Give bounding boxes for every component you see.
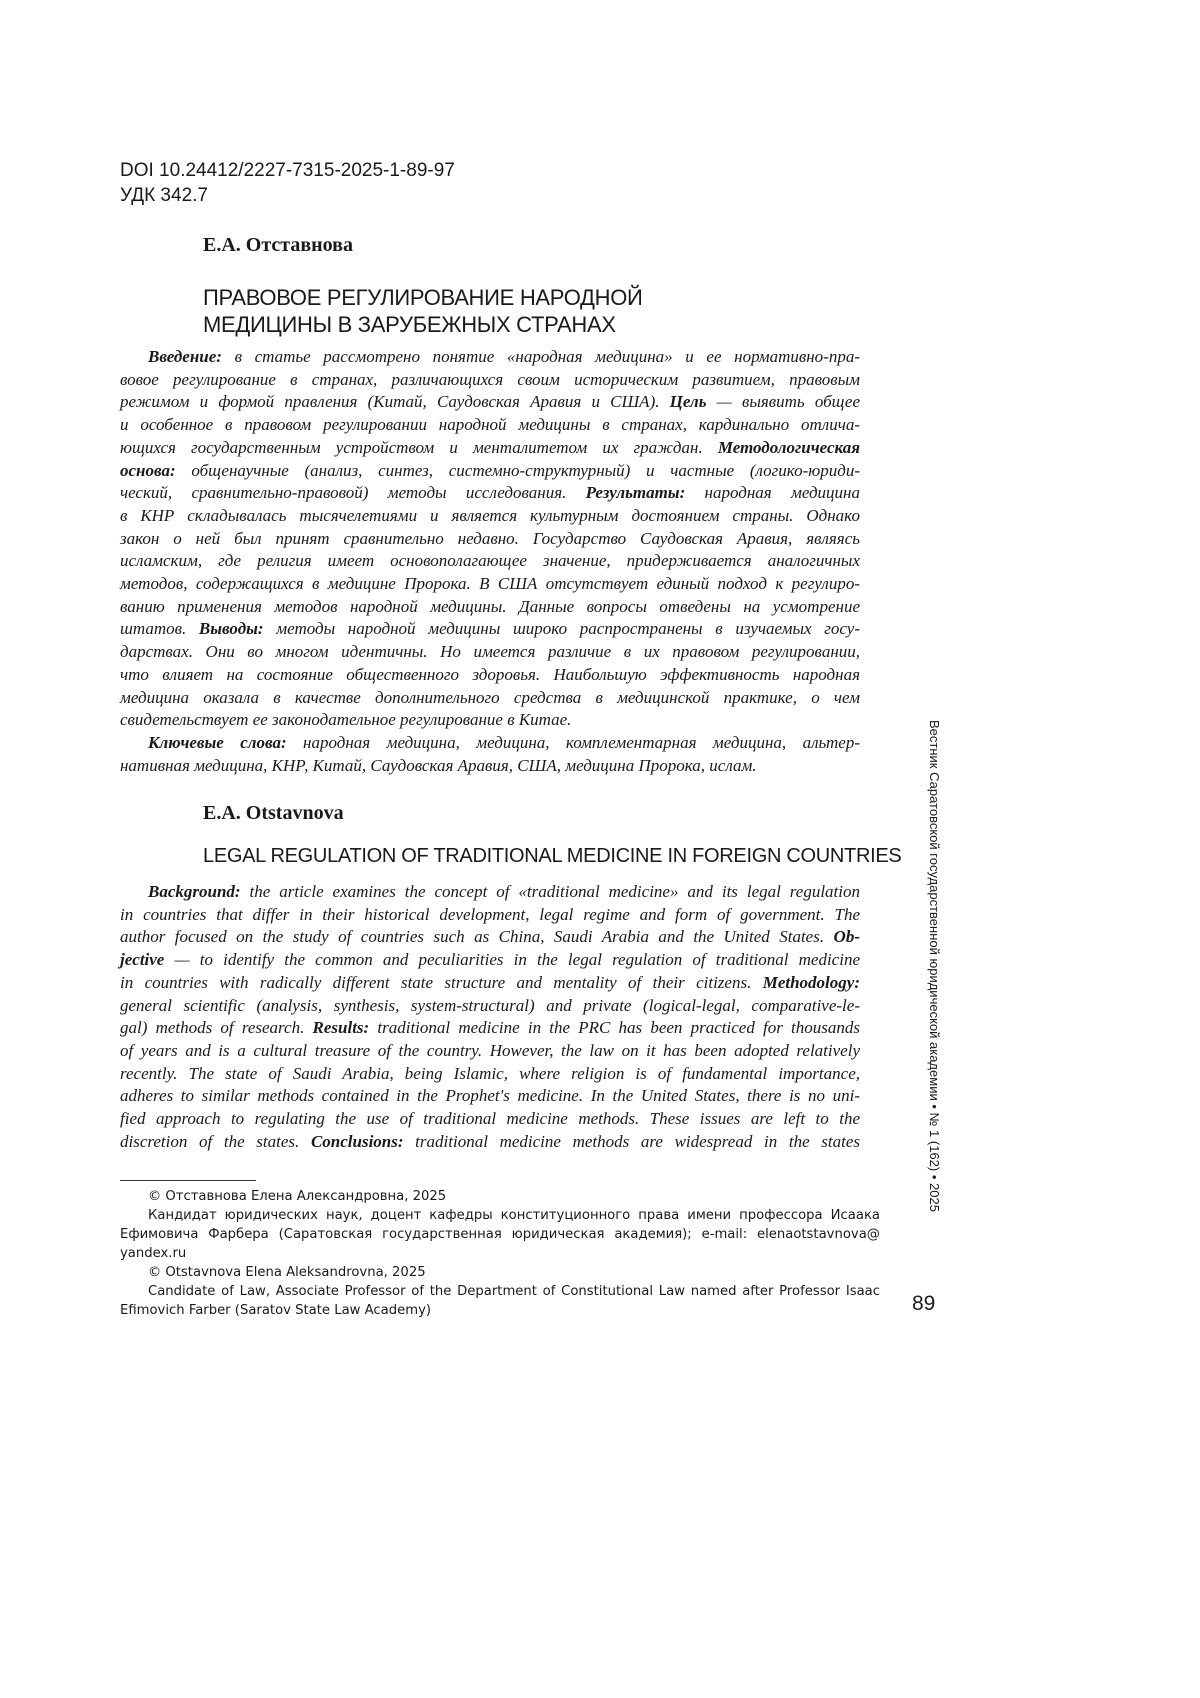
text-line [120, 1263, 880, 1282]
text-line [120, 687, 860, 710]
text-run: ванию применения методов народной медицины. Данные вопросы отведены на усмотрение [120, 597, 860, 616]
text-run: режимом и формой правления (Китай, Саудовская Аравия и США). [120, 392, 670, 411]
udk: УДК 342.7 [120, 185, 208, 207]
bold-label: jective [120, 950, 164, 969]
text-line [120, 1131, 860, 1154]
text-line [120, 732, 860, 755]
text-run: вовое регулирование в странах, различающихся своим историческим развитием, правовым [120, 370, 860, 389]
text-run: медицина оказала в качестве дополнительного средства в медицинской практике, о чем [120, 688, 860, 707]
text-line [120, 573, 860, 596]
text-line [120, 460, 860, 483]
text-line [120, 346, 860, 369]
text-run: adheres to similar methods contained in the Prophet's medicine. In the United States, there is no uni- [120, 1086, 860, 1105]
text-line [120, 1040, 860, 1063]
article-title-ru [203, 284, 643, 338]
bold-label: Methodology: [763, 973, 860, 992]
text-line [120, 641, 860, 664]
text-run: Кандидат юридических наук, доцент кафедры конституционного права имени профессора Исаака [148, 1208, 880, 1223]
text-run: народная медицина, медицина, комплементарная медицина, альтер- [287, 733, 860, 752]
bold-label: Conclusions: [311, 1132, 404, 1151]
text-run: общенаучные (анализ, синтез, системно-структурный) и частные (логико-юриди- [176, 461, 860, 480]
text-run: ческий, сравнительно-правовой) методы исследования. [120, 483, 586, 502]
text-run: Candidate of Law, Associate Professor of the Department of Constitutional Law named after Professor Isaac [148, 1284, 880, 1299]
author-ru: Е.А. Отставнова [203, 234, 353, 257]
text-run: штатов. [120, 619, 199, 638]
text-run: Efimovich Farber (Saratov State Law Academy) [120, 1303, 431, 1318]
text-run: of years and is a cultural treasure of the country. However, the law on it has been adopted relatively [120, 1041, 860, 1060]
text-line [120, 369, 860, 392]
text-line [120, 972, 860, 995]
text-line [120, 550, 860, 573]
text-run: методов, содержащихся в медицине Пророка. В США отсутствует единый подход к регулиро- [120, 574, 860, 593]
text-line [120, 414, 860, 437]
text-run: дарствах. Они во многом идентичны. Но имеется различие в их правовом регулировании, [120, 642, 860, 661]
footnotes [120, 1187, 880, 1320]
text-line [120, 881, 860, 904]
text-line [120, 1085, 860, 1108]
text-line [120, 596, 860, 619]
text-line [120, 1187, 880, 1206]
text-run: закон о ней был принят сравнительно недавно. Государство Саудовская Аравия, являясь [120, 529, 860, 548]
text-run: исламским, где религия имеет основополагающее значение, придерживается аналогичных [120, 551, 860, 570]
bold-label: Results: [313, 1018, 370, 1037]
text-line [120, 1108, 860, 1131]
text-run: yandex.ru [120, 1246, 186, 1261]
text-run: — to identify the common and peculiarities in the legal regulation of traditional medicine [164, 950, 860, 969]
abstract-en [120, 881, 860, 1153]
page-number: 89 [912, 1292, 935, 1316]
abstract-ru [120, 346, 860, 777]
bold-label: Цель [670, 392, 707, 411]
text-run: © Otstavnova Elena Aleksandrovna, 2025 [148, 1265, 426, 1280]
text-run: © Отставнова Елена Александровна, 2025 [148, 1189, 446, 1204]
text-line [120, 949, 860, 972]
text-run: traditional medicine methods are widespread in the states [404, 1132, 860, 1151]
text-run: the article examines the concept of «traditional medicine» and its legal regulation [241, 882, 860, 901]
bold-label: Введение: [148, 347, 222, 366]
text-line [120, 482, 860, 505]
text-line [120, 1244, 880, 1263]
bold-label: Результаты: [586, 483, 686, 502]
text-line [120, 1017, 860, 1040]
text-run: author focused on the study of countries such as China, Saudi Arabia and the United States. [120, 927, 834, 946]
bold-label: Методологическая [718, 438, 860, 457]
bold-label: Ob- [834, 927, 860, 946]
text-line [120, 528, 860, 551]
text-line [120, 709, 860, 732]
text-run: что влияет на состояние общественного здоровья. Наибольшую эффективность народная [120, 665, 860, 684]
text-line [120, 505, 860, 528]
text-line [120, 926, 860, 949]
text-run: recently. The state of Saudi Arabia, being Islamic, where religion is of fundamental importance, [120, 1064, 860, 1083]
text-run: в статье рассмотрено понятие «народная медицина» и ее нормативно-пра- [222, 347, 860, 366]
article-title-en: LEGAL REGULATION OF TRADITIONAL MEDICINE IN FOREIGN COUNTRIES [203, 843, 901, 870]
text-run: in countries with radically different state structure and mentality of their citizens. [120, 973, 763, 992]
text-run: народная медицина [685, 483, 860, 502]
text-run: discretion of the states. [120, 1132, 311, 1151]
footnote-divider [120, 1180, 256, 1181]
text-run: методы народной медицины широко распространены в изучаемых госу- [264, 619, 860, 638]
text-run: ющихся государственным устройством и менталитетом их граждан. [120, 438, 718, 457]
title-line: ПРАВОВОЕ РЕГУЛИРОВАНИЕ НАРОДНОЙ [203, 284, 643, 311]
text-line [120, 1063, 860, 1086]
text-run: general scientific (analysis, synthesis, system-structural) and private (logical-legal, comparative-le- [120, 996, 860, 1015]
bold-label: основа: [120, 461, 176, 480]
bold-label: Ключевые слова: [148, 733, 287, 752]
text-line [120, 437, 860, 460]
text-line [120, 1225, 880, 1244]
text-line [120, 1301, 880, 1320]
text-line [120, 1282, 880, 1301]
running-title: Вестник Саратовской государственной юридической академии • № 1 (162) • 2025 [927, 720, 942, 1212]
bold-label: Выводы: [199, 619, 264, 638]
text-run: fied approach to regulating the use of traditional medicine methods. These issues are left to the [120, 1109, 860, 1128]
text-run: in countries that differ in their historical development, legal regime and form of government. The [120, 905, 860, 924]
text-line [120, 1206, 880, 1225]
text-line [120, 904, 860, 927]
text-run: нативная медицина, КНР, Китай, Саудовская Аравия, США, медицина Пророка, ислам. [120, 756, 757, 775]
text-run: Ефимовича Фарбера (Саратовская государственная юридическая академия); e-mail: elenaotstavnova@ [120, 1227, 880, 1242]
text-line [120, 664, 860, 687]
title-line: МЕДИЦИНЫ В ЗАРУБЕЖНЫХ СТРАНАХ [203, 311, 643, 338]
text-run: свидетельствует ее законодательное регулирование в Китае. [120, 710, 571, 729]
doi: DOI 10.24412/2227-7315-2025-1-89-97 [120, 160, 455, 182]
text-line [120, 755, 860, 778]
text-line [120, 995, 860, 1018]
text-run: gal) methods of research. [120, 1018, 313, 1037]
text-run: traditional medicine in the PRC has been practiced for thousands [369, 1018, 860, 1037]
text-run: — выявить общее [707, 392, 861, 411]
text-line [120, 618, 860, 641]
document-page [0, 0, 1200, 1698]
bold-label: Background: [148, 882, 241, 901]
text-line [120, 391, 860, 414]
text-run: в КНР складывалась тысячелетиями и является культурным достоянием страны. Однако [120, 506, 860, 525]
text-run: и особенное в правовом регулировании народной медицины в странах, кардинально отлича- [120, 415, 860, 434]
author-en: E.A. Otstavnova [203, 802, 344, 825]
